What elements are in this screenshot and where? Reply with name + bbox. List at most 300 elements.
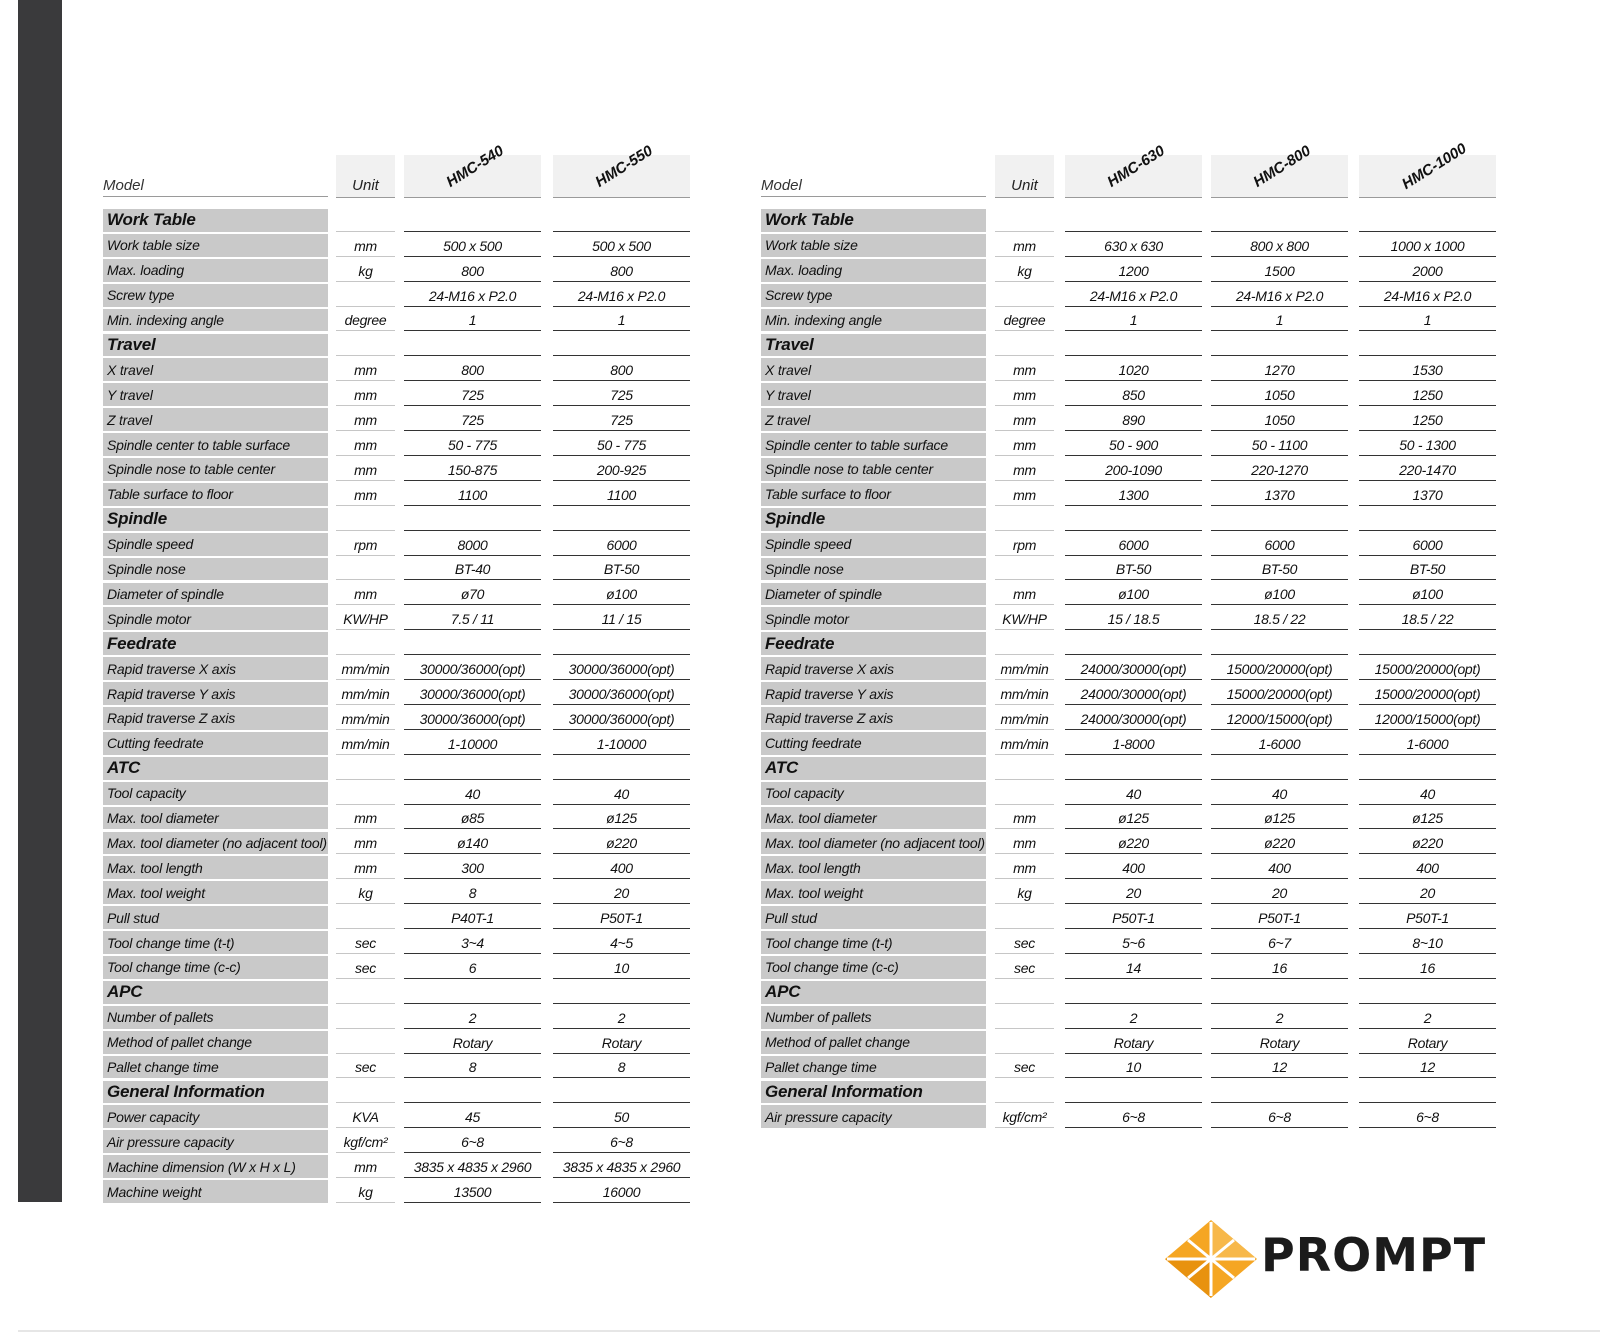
spec-unit: mm/min bbox=[336, 732, 395, 755]
spec-label: X travel bbox=[103, 358, 328, 381]
spec-label: Max. tool length bbox=[761, 856, 986, 879]
spec-value: 8 bbox=[404, 881, 541, 904]
spec-value: 6000 bbox=[1359, 533, 1496, 556]
spec-unit bbox=[995, 782, 1054, 805]
spec-unit: mm bbox=[995, 234, 1054, 257]
spec-value: 12 bbox=[1211, 1056, 1348, 1079]
spec-unit: mm bbox=[995, 807, 1054, 830]
spec-unit: mm bbox=[995, 832, 1054, 855]
spec-label: Z travel bbox=[761, 408, 986, 431]
spec-unit bbox=[995, 757, 1054, 780]
spec-label: Pull stud bbox=[761, 906, 986, 929]
spec-value: 725 bbox=[404, 383, 541, 406]
spec-value: Rotary bbox=[1065, 1031, 1202, 1054]
spec-value: 24000/30000(opt) bbox=[1065, 657, 1202, 680]
spec-value: 30000/36000(opt) bbox=[404, 657, 541, 680]
spec-value bbox=[553, 508, 690, 531]
spec-value bbox=[1065, 508, 1202, 531]
spec-value bbox=[404, 981, 541, 1004]
section-heading: General Information bbox=[103, 1081, 328, 1104]
spec-unit bbox=[336, 632, 395, 655]
spec-unit bbox=[336, 334, 395, 357]
spec-label: Number of pallets bbox=[103, 1006, 328, 1029]
spec-label: Air pressure capacity bbox=[103, 1130, 328, 1153]
spec-value: P50T-1 bbox=[1065, 906, 1202, 929]
spec-value bbox=[404, 209, 541, 232]
spec-value: 15000/20000(opt) bbox=[1359, 657, 1496, 680]
logo-mark-icon bbox=[1163, 1218, 1259, 1300]
spec-value: 1530 bbox=[1359, 358, 1496, 381]
spec-value bbox=[1211, 209, 1348, 232]
spec-value: 8~10 bbox=[1359, 931, 1496, 954]
spec-value: 1-10000 bbox=[553, 732, 690, 755]
spec-unit: KW/HP bbox=[336, 607, 395, 630]
spec-value bbox=[404, 334, 541, 357]
spec-value: 6~8 bbox=[1065, 1105, 1202, 1128]
spec-unit bbox=[995, 209, 1054, 232]
spec-value: 6000 bbox=[1065, 533, 1202, 556]
spec-label: Machine weight bbox=[103, 1180, 328, 1203]
spec-unit: mm bbox=[336, 832, 395, 855]
spec-unit: mm/min bbox=[995, 657, 1054, 680]
spec-value: 20 bbox=[1211, 881, 1348, 904]
spec-value: BT-50 bbox=[553, 558, 690, 581]
spec-value: BT-50 bbox=[1211, 558, 1348, 581]
spec-value: 725 bbox=[404, 408, 541, 431]
spec-value: 6000 bbox=[1211, 533, 1348, 556]
spec-value: 15000/20000(opt) bbox=[1211, 682, 1348, 705]
spec-value: 24-M16 x P2.0 bbox=[553, 284, 690, 307]
spec-value: 24-M16 x P2.0 bbox=[1065, 284, 1202, 307]
spec-unit bbox=[336, 1031, 395, 1054]
spec-unit: mm bbox=[995, 583, 1054, 606]
spec-value: 2 bbox=[404, 1006, 541, 1029]
header-model-name: HMC-630 bbox=[1103, 142, 1168, 191]
spec-value: 7.5 / 11 bbox=[404, 607, 541, 630]
spec-value: 24-M16 x P2.0 bbox=[1211, 284, 1348, 307]
spec-value: 50 - 775 bbox=[404, 433, 541, 456]
spec-value bbox=[553, 757, 690, 780]
spec-value: 800 bbox=[404, 259, 541, 282]
spec-label: Max. tool weight bbox=[103, 881, 328, 904]
spec-unit: mm bbox=[336, 856, 395, 879]
spec-value bbox=[553, 334, 690, 357]
spec-value: 400 bbox=[553, 856, 690, 879]
spec-unit bbox=[336, 558, 395, 581]
spec-unit bbox=[995, 1006, 1054, 1029]
spec-value: 1050 bbox=[1211, 383, 1348, 406]
spec-label: Spindle nose bbox=[761, 558, 986, 581]
spec-value: 12 bbox=[1359, 1056, 1496, 1079]
spec-value bbox=[553, 1081, 690, 1104]
spec-value bbox=[404, 757, 541, 780]
spec-label: Pull stud bbox=[103, 906, 328, 929]
spec-unit: mm bbox=[995, 358, 1054, 381]
section-heading: ATC bbox=[103, 757, 328, 780]
spec-value: 40 bbox=[404, 782, 541, 805]
spec-label: Table surface to floor bbox=[103, 483, 328, 506]
spec-value: Rotary bbox=[1211, 1031, 1348, 1054]
spec-value: 1270 bbox=[1211, 358, 1348, 381]
spec-unit bbox=[995, 334, 1054, 357]
spec-label: Spindle motor bbox=[103, 607, 328, 630]
spec-unit: mm bbox=[336, 433, 395, 456]
spec-value: 6~7 bbox=[1211, 931, 1348, 954]
spec-value: 15000/20000(opt) bbox=[1359, 682, 1496, 705]
spec-unit bbox=[995, 906, 1054, 929]
spec-value bbox=[1211, 981, 1348, 1004]
spec-value: P50T-1 bbox=[1359, 906, 1496, 929]
spec-unit: mm bbox=[336, 408, 395, 431]
spec-value: 2 bbox=[553, 1006, 690, 1029]
spec-unit: rpm bbox=[995, 533, 1054, 556]
spec-value: 1200 bbox=[1065, 259, 1202, 282]
spec-label: Spindle nose to table center bbox=[103, 458, 328, 481]
spec-label: Cutting feedrate bbox=[103, 732, 328, 755]
spec-label: Tool change time (c-c) bbox=[103, 956, 328, 979]
spec-value: 800 bbox=[553, 259, 690, 282]
spec-label: Spindle speed bbox=[103, 533, 328, 556]
spec-unit: mm bbox=[995, 856, 1054, 879]
spec-value: 1250 bbox=[1359, 408, 1496, 431]
spec-value: 20 bbox=[1359, 881, 1496, 904]
spec-value bbox=[404, 632, 541, 655]
spec-value: 6~8 bbox=[553, 1130, 690, 1153]
spec-label: Min. indexing angle bbox=[103, 309, 328, 332]
spec-value bbox=[1359, 632, 1496, 655]
spec-label: Max. tool weight bbox=[761, 881, 986, 904]
spec-value: 3835 x 4835 x 2960 bbox=[404, 1155, 541, 1178]
spec-value: 200-925 bbox=[553, 458, 690, 481]
section-heading: ATC bbox=[761, 757, 986, 780]
spec-value: 18.5 / 22 bbox=[1211, 607, 1348, 630]
spec-value: 1-8000 bbox=[1065, 732, 1202, 755]
spec-value: 400 bbox=[1211, 856, 1348, 879]
spec-value: BT-50 bbox=[1065, 558, 1202, 581]
spec-label: Work table size bbox=[103, 234, 328, 257]
spec-unit: kg bbox=[995, 259, 1054, 282]
spec-unit: mm/min bbox=[336, 682, 395, 705]
spec-value: 1000 x 1000 bbox=[1359, 234, 1496, 257]
spec-value: 30000/36000(opt) bbox=[553, 707, 690, 730]
spec-value: 1100 bbox=[404, 483, 541, 506]
header-model-name: HMC-540 bbox=[442, 142, 507, 191]
section-heading: Feedrate bbox=[761, 632, 986, 655]
spec-value: 45 bbox=[404, 1105, 541, 1128]
spec-value: 15000/20000(opt) bbox=[1211, 657, 1348, 680]
spec-value bbox=[553, 632, 690, 655]
spec-value: ø220 bbox=[553, 832, 690, 855]
spec-unit: mm bbox=[336, 358, 395, 381]
spec-unit: degree bbox=[336, 309, 395, 332]
spec-label: Max. loading bbox=[103, 259, 328, 282]
spec-value: 2 bbox=[1065, 1006, 1202, 1029]
spec-value: 40 bbox=[1359, 782, 1496, 805]
header-unit: Unit bbox=[1011, 177, 1038, 194]
spec-value bbox=[1065, 632, 1202, 655]
spec-value bbox=[1359, 981, 1496, 1004]
spec-value bbox=[553, 981, 690, 1004]
spec-value: 1-10000 bbox=[404, 732, 541, 755]
spec-label: Spindle motor bbox=[761, 607, 986, 630]
spec-label: Spindle nose to table center bbox=[761, 458, 986, 481]
spec-unit: mm bbox=[995, 433, 1054, 456]
spec-value: 12000/15000(opt) bbox=[1211, 707, 1348, 730]
spec-unit bbox=[336, 508, 395, 531]
brand-logo bbox=[1163, 1218, 1503, 1300]
spec-unit: sec bbox=[995, 956, 1054, 979]
spec-label: Spindle nose bbox=[103, 558, 328, 581]
spec-value: 30000/36000(opt) bbox=[404, 707, 541, 730]
spec-value: 890 bbox=[1065, 408, 1202, 431]
spec-value bbox=[1359, 209, 1496, 232]
header-model-name: HMC-800 bbox=[1249, 142, 1314, 191]
section-heading: Spindle bbox=[103, 508, 328, 531]
spec-value: 3~4 bbox=[404, 931, 541, 954]
spec-value: Rotary bbox=[1359, 1031, 1496, 1054]
spec-value: BT-40 bbox=[404, 558, 541, 581]
spec-value: BT-50 bbox=[1359, 558, 1496, 581]
spec-label: Tool change time (t-t) bbox=[761, 931, 986, 954]
spec-value: 1 bbox=[553, 309, 690, 332]
spec-value: ø125 bbox=[1359, 807, 1496, 830]
brand-name: PROMPT bbox=[1261, 1228, 1487, 1282]
spec-value: 1 bbox=[1359, 309, 1496, 332]
spec-unit: kg bbox=[995, 881, 1054, 904]
spec-label: Pallet change time bbox=[103, 1056, 328, 1079]
spec-value: P40T-1 bbox=[404, 906, 541, 929]
spec-value: 40 bbox=[553, 782, 690, 805]
spec-value: 1-6000 bbox=[1211, 732, 1348, 755]
spec-value: ø125 bbox=[1211, 807, 1348, 830]
spec-unit: degree bbox=[995, 309, 1054, 332]
spec-value: 8 bbox=[404, 1056, 541, 1079]
section-heading: Spindle bbox=[761, 508, 986, 531]
header-unit: Unit bbox=[352, 177, 379, 194]
spec-label: Rapid traverse X axis bbox=[103, 657, 328, 680]
spec-label: Z travel bbox=[103, 408, 328, 431]
spec-value: 40 bbox=[1065, 782, 1202, 805]
spec-value: 150-875 bbox=[404, 458, 541, 481]
spec-label: Rapid traverse Y axis bbox=[761, 682, 986, 705]
spec-unit bbox=[995, 981, 1054, 1004]
spec-value: 8 bbox=[553, 1056, 690, 1079]
spec-value: 800 bbox=[553, 358, 690, 381]
spec-value: 3835 x 4835 x 2960 bbox=[553, 1155, 690, 1178]
spec-value bbox=[1211, 508, 1348, 531]
spec-value: 18.5 / 22 bbox=[1359, 607, 1496, 630]
spec-label: Power capacity bbox=[103, 1105, 328, 1128]
spec-unit: mm bbox=[336, 234, 395, 257]
spec-value: Rotary bbox=[553, 1031, 690, 1054]
spec-value: ø100 bbox=[1065, 583, 1202, 606]
spec-value: 11 / 15 bbox=[553, 607, 690, 630]
spec-value: 1250 bbox=[1359, 383, 1496, 406]
spec-unit: mm bbox=[995, 483, 1054, 506]
spec-unit: sec bbox=[336, 956, 395, 979]
spec-unit: mm bbox=[336, 583, 395, 606]
spec-label: Screw type bbox=[103, 284, 328, 307]
spec-value bbox=[1359, 1081, 1496, 1104]
spec-value: 50 bbox=[553, 1105, 690, 1128]
spec-unit bbox=[336, 284, 395, 307]
spec-value: 24-M16 x P2.0 bbox=[404, 284, 541, 307]
section-heading: Work Table bbox=[761, 209, 986, 232]
spec-value: 800 x 800 bbox=[1211, 234, 1348, 257]
spec-value: 1-6000 bbox=[1359, 732, 1496, 755]
spec-value: 1 bbox=[1065, 309, 1202, 332]
spec-value: 6~8 bbox=[404, 1130, 541, 1153]
spec-label: Spindle center to table surface bbox=[761, 433, 986, 456]
spec-label: Work table size bbox=[761, 234, 986, 257]
spec-unit: mm bbox=[995, 458, 1054, 481]
spec-value: 500 x 500 bbox=[404, 234, 541, 257]
spec-value: 1300 bbox=[1065, 483, 1202, 506]
spec-label: Rapid traverse X axis bbox=[761, 657, 986, 680]
spec-value bbox=[404, 1081, 541, 1104]
spec-value bbox=[1211, 1081, 1348, 1104]
section-heading: Work Table bbox=[103, 209, 328, 232]
spec-value: 30000/36000(opt) bbox=[404, 682, 541, 705]
spec-value: 1370 bbox=[1211, 483, 1348, 506]
spec-label: Spindle speed bbox=[761, 533, 986, 556]
spec-unit bbox=[336, 981, 395, 1004]
spec-value: 20 bbox=[1065, 881, 1202, 904]
spec-label: Tool change time (t-t) bbox=[103, 931, 328, 954]
header-model: Model bbox=[103, 177, 144, 194]
spec-value: 16 bbox=[1359, 956, 1496, 979]
spec-unit bbox=[995, 1081, 1054, 1104]
section-heading: Feedrate bbox=[103, 632, 328, 655]
spec-value: 14 bbox=[1065, 956, 1202, 979]
spec-unit: mm bbox=[336, 807, 395, 830]
spec-label: Diameter of spindle bbox=[103, 583, 328, 606]
spec-value: 1 bbox=[404, 309, 541, 332]
spec-value: 725 bbox=[553, 383, 690, 406]
spec-value: 850 bbox=[1065, 383, 1202, 406]
spec-value: ø140 bbox=[404, 832, 541, 855]
spec-value: ø100 bbox=[1359, 583, 1496, 606]
spec-value: 1 bbox=[1211, 309, 1348, 332]
side-bar bbox=[18, 0, 62, 1202]
spec-unit bbox=[995, 1031, 1054, 1054]
spec-value bbox=[1065, 981, 1202, 1004]
spec-label: Rapid traverse Z axis bbox=[761, 707, 986, 730]
spec-label: Method of pallet change bbox=[103, 1031, 328, 1054]
spec-unit: kg bbox=[336, 259, 395, 282]
spec-unit bbox=[336, 1006, 395, 1029]
spec-value: ø220 bbox=[1065, 832, 1202, 855]
spec-value: 1050 bbox=[1211, 408, 1348, 431]
spec-unit: mm/min bbox=[995, 682, 1054, 705]
spec-unit bbox=[995, 632, 1054, 655]
header-model-rule bbox=[103, 196, 328, 197]
spec-value bbox=[1065, 757, 1202, 780]
spec-value: ø85 bbox=[404, 807, 541, 830]
spec-unit: kgf/cm² bbox=[336, 1130, 395, 1153]
spec-unit bbox=[336, 782, 395, 805]
spec-value: 8000 bbox=[404, 533, 541, 556]
spec-value: 400 bbox=[1359, 856, 1496, 879]
spec-value bbox=[1211, 632, 1348, 655]
header-model-name: HMC-1000 bbox=[1398, 140, 1470, 193]
spec-label: Diameter of spindle bbox=[761, 583, 986, 606]
spec-value: 6~8 bbox=[1359, 1105, 1496, 1128]
spec-label: Max. tool diameter (no adjacent tool) bbox=[103, 832, 328, 855]
spec-value: 12000/15000(opt) bbox=[1359, 707, 1496, 730]
spec-value: 50 - 900 bbox=[1065, 433, 1202, 456]
spec-value: ø220 bbox=[1359, 832, 1496, 855]
section-heading: APC bbox=[761, 981, 986, 1004]
spec-label: Rapid traverse Z axis bbox=[103, 707, 328, 730]
spec-value: P50T-1 bbox=[1211, 906, 1348, 929]
spec-unit: mm bbox=[336, 1155, 395, 1178]
spec-value: 6 bbox=[404, 956, 541, 979]
spec-value: 24-M16 x P2.0 bbox=[1359, 284, 1496, 307]
spec-label: Max. tool diameter bbox=[103, 807, 328, 830]
spec-label: Y travel bbox=[761, 383, 986, 406]
spec-value: 30000/36000(opt) bbox=[553, 682, 690, 705]
spec-label: Max. loading bbox=[761, 259, 986, 282]
spec-unit bbox=[995, 558, 1054, 581]
spec-label: Machine dimension (W x H x L) bbox=[103, 1155, 328, 1178]
spec-value bbox=[1211, 757, 1348, 780]
spec-label: Min. indexing angle bbox=[761, 309, 986, 332]
spec-value: 400 bbox=[1065, 856, 1202, 879]
spec-value: 6000 bbox=[553, 533, 690, 556]
spec-unit: mm/min bbox=[995, 732, 1054, 755]
spec-value: 500 x 500 bbox=[553, 234, 690, 257]
spec-label: Rapid traverse Y axis bbox=[103, 682, 328, 705]
spec-unit: sec bbox=[336, 1056, 395, 1079]
spec-unit: mm/min bbox=[336, 657, 395, 680]
spec-value: ø100 bbox=[1211, 583, 1348, 606]
spec-unit: KW/HP bbox=[995, 607, 1054, 630]
spec-value bbox=[1359, 757, 1496, 780]
spec-value: ø220 bbox=[1211, 832, 1348, 855]
spec-value: ø70 bbox=[404, 583, 541, 606]
spec-value: P50T-1 bbox=[553, 906, 690, 929]
section-heading: Travel bbox=[103, 334, 328, 357]
spec-value: 10 bbox=[1065, 1056, 1202, 1079]
spec-unit: rpm bbox=[336, 533, 395, 556]
spec-value bbox=[404, 508, 541, 531]
spec-label: Tool capacity bbox=[761, 782, 986, 805]
spec-label: Tool change time (c-c) bbox=[761, 956, 986, 979]
spec-unit: kg bbox=[336, 1180, 395, 1203]
spec-value: 16000 bbox=[553, 1180, 690, 1203]
spec-value: ø125 bbox=[553, 807, 690, 830]
spec-label: Tool capacity bbox=[103, 782, 328, 805]
spec-value bbox=[1359, 508, 1496, 531]
spec-value: 725 bbox=[553, 408, 690, 431]
spec-label: Screw type bbox=[761, 284, 986, 307]
spec-label: Max. tool diameter bbox=[761, 807, 986, 830]
spec-value: 6~8 bbox=[1211, 1105, 1348, 1128]
spec-unit: sec bbox=[336, 931, 395, 954]
spec-unit bbox=[336, 906, 395, 929]
spec-value: 1100 bbox=[553, 483, 690, 506]
spec-unit: kg bbox=[336, 881, 395, 904]
spec-value: 4~5 bbox=[553, 931, 690, 954]
spec-unit: mm bbox=[336, 383, 395, 406]
spec-unit: mm/min bbox=[336, 707, 395, 730]
spec-value: 220-1470 bbox=[1359, 458, 1496, 481]
spec-unit: sec bbox=[995, 931, 1054, 954]
spec-value: 200-1090 bbox=[1065, 458, 1202, 481]
spec-value: 24000/30000(opt) bbox=[1065, 707, 1202, 730]
spec-value: 20 bbox=[553, 881, 690, 904]
